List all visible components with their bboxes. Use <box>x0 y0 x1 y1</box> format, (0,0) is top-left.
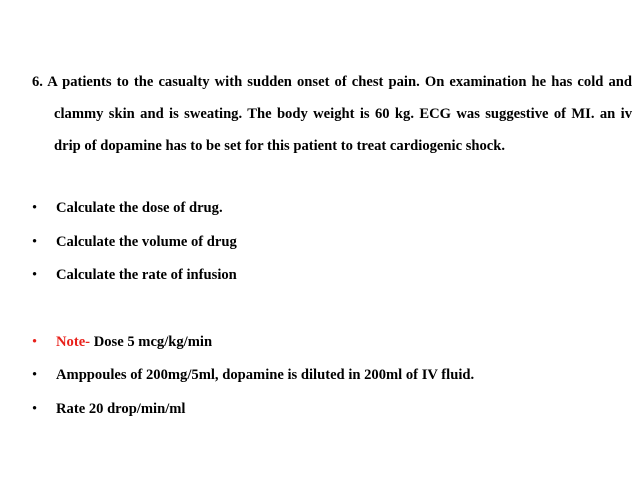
task-dose: Calculate the dose of drug. <box>56 200 223 216</box>
question-text: 6. A patients to the casualty with sudden onset of chest pain. On examination he has cold and clammy skin and is sweating. The body weight is 60 kg. ECG was suggestive of MI. an iv drip of dopamine has to be set for this patient to treat cardiogenic shock. <box>32 74 632 155</box>
list-item <box>32 359 610 393</box>
task-rate: Calculate the rate of infusion <box>56 267 237 284</box>
list-item <box>32 326 610 360</box>
bullet-icon: • <box>32 367 38 384</box>
bullet-icon: • <box>32 267 38 284</box>
list-item <box>32 192 610 226</box>
info-ampoules: Amppoules of 200mg/5ml, dopamine is diluted in 200ml of IV fluid. <box>56 367 475 384</box>
task-volume: Calculate the volume of drug <box>56 233 237 250</box>
info-rate: Rate 20 drop/min/ml <box>56 400 186 417</box>
list-item <box>32 259 610 293</box>
bullet-icon: • <box>32 200 38 216</box>
bullet-icon: • <box>32 400 38 417</box>
bullet-list <box>32 192 610 427</box>
note-text: Dose 5 mcg/kg/min <box>90 333 213 350</box>
bullet-icon: • <box>32 333 38 350</box>
bullet-icon: • <box>32 233 38 250</box>
note-label: Note- <box>56 333 91 350</box>
list-item <box>32 393 610 427</box>
list-item <box>32 226 610 260</box>
